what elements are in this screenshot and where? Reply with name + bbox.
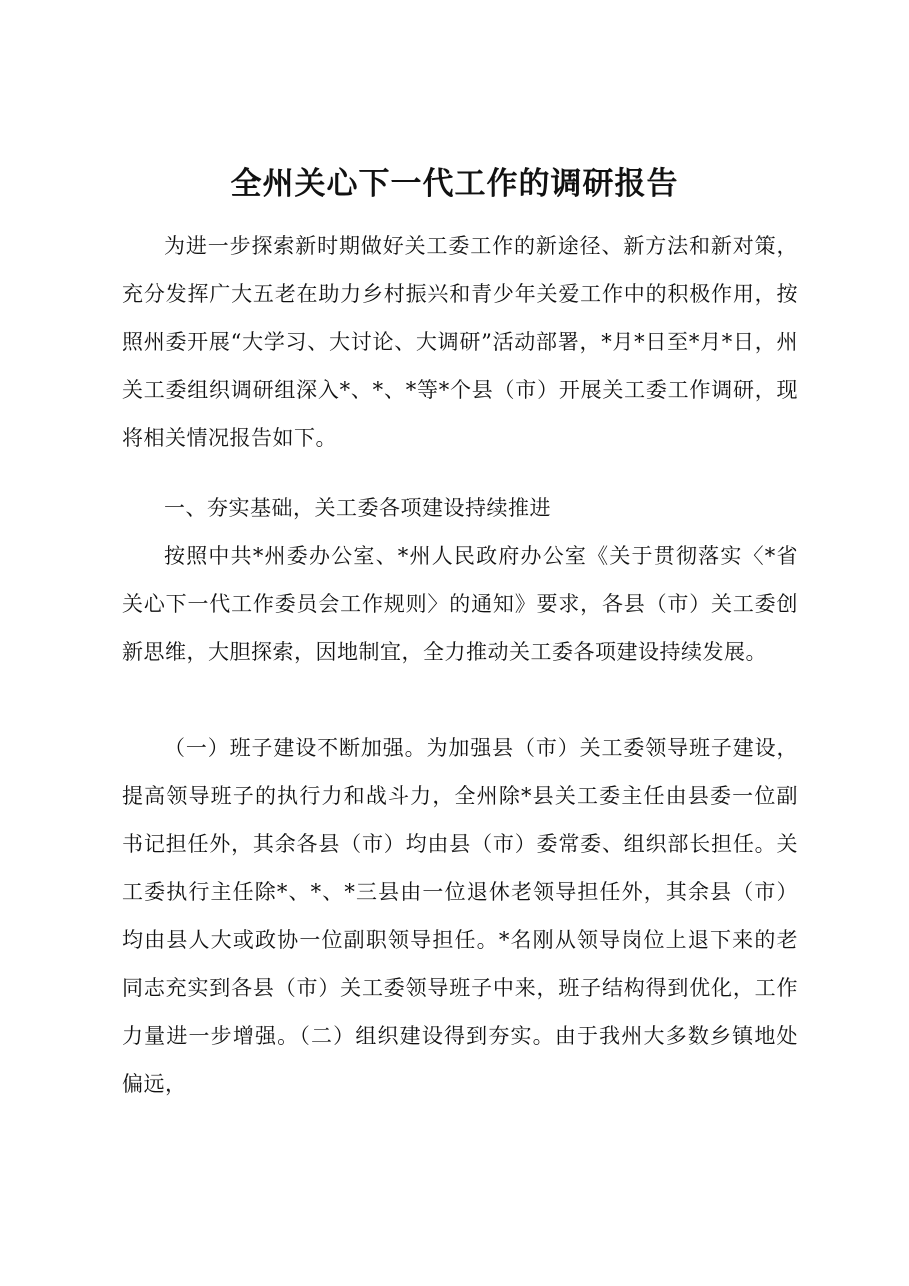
section-1-body-paragraph: 按照中共*州委办公室、*州人民政府办公室《关于贯彻落实〈*省关心下一代工作委员会工作规则〉的通知》要求，各县（市）关工委创新思维，大胆探索，因地制宜，全力推动关工委各项建设持续发展。 [122, 544, 798, 664]
subsection-1-paragraph: （一）班子建设不断加强。为加强县（市）关工委领导班子建设，提高领导班子的执行力和战斗力，全州除*县关工委主任由县委一位副书记担任外，其余各县（市）均由县（市）委常委、组织部长担任。关工委执行主任除*、*、*三县由一位退休老领导担任外，其余县（市）均由县人大或政协一位副职领导担任。*名刚从领导岗位上退下来的老同志充实到各县（市）关工委领导班子中来，班子结构得到优化，工作力量进一步增强。（二）组织建设得到夯实。由于我州大多数乡镇地处偏远， [122, 736, 798, 1096]
document-title: 全州关心下一代工作的调研报告 [230, 166, 679, 202]
section-1-heading: 一、夯实基础，关工委各项建设持续推进 [164, 496, 551, 520]
intro-paragraph: 为进一步探索新时期做好关工委工作的新途径、新方法和新对策，充分发挥广大五老在助力乡村振兴和青少年关爱工作中的积极作用，按照州委开展“大学习、大讨论、大调研”活动部署，*月*日至*月*日，州关工委组织调研组深入*、*、*等*个县（市）开展关工委工作调研，现将相关情况报告如下。 [122, 234, 798, 450]
